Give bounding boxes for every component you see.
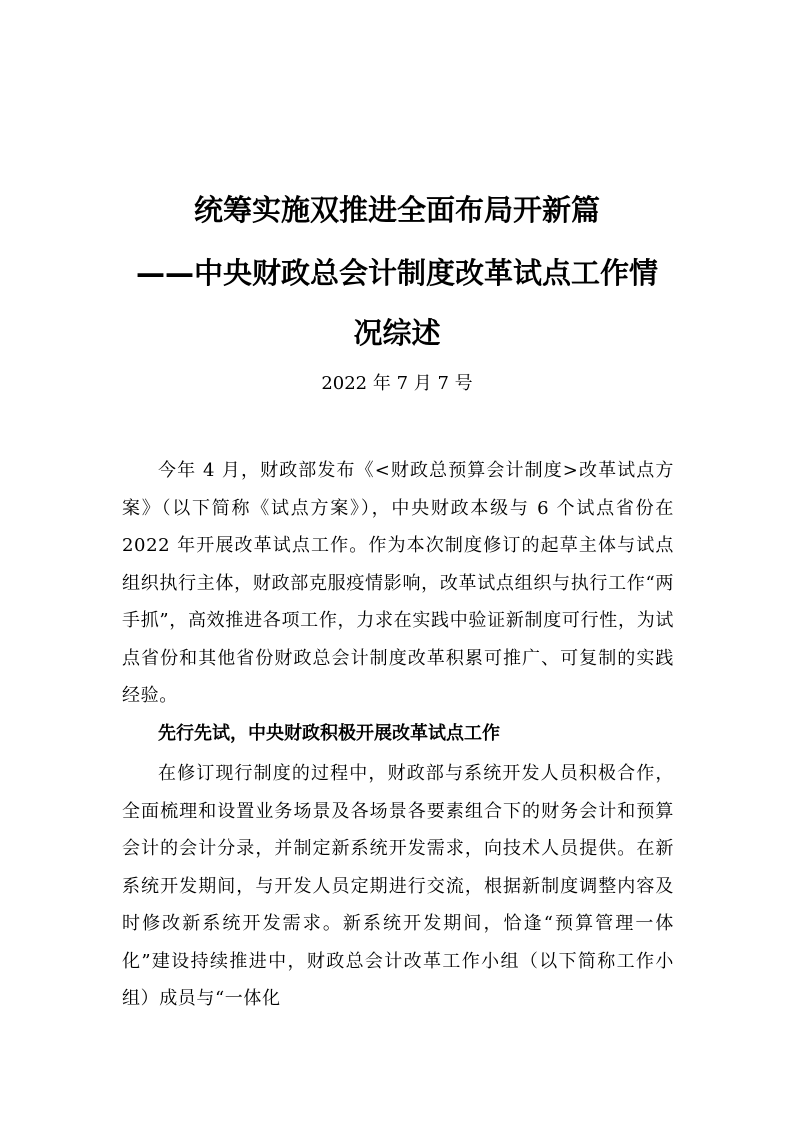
paragraph-section: 在修订现行制度的过程中，财政部与系统开发人员积极合作，全面梳理和设置业务场景及各场景各要素组合下的财务会计和预算会计的会计分录，并制定新系统开发需求，向技术人员提供。在新系统开发期间，与开发人员定期进行交流，根据新制度调整内容及时修改新系统开发需求。新系统开发期间，恰逢“预算管理一体化”建设持续推进中，财政总会计改革工作小组（以下简称工作小组）成员与“一体化 bbox=[122, 763, 674, 1009]
section-heading: 先行先试，中央财政积极开展改革试点工作 bbox=[158, 723, 500, 744]
paragraph-intro: 今年 4 月，财政部发布《<财政总预算会计制度>改革试点方案》（以下简称《试点方案》），中央财政本级与 6 个试点省份在 2022 年开展改革试点工作。作为本次制度修订的起草主体与试点组织执行主体，财政部克服疫情影响，改革试点组织与执行工作“两手抓”，高效推进各项工作，力求在实践中验证新制度可行性，为试点省份和其他省份财政总会计制度改革积累可推广、可复制的实践经验。 bbox=[122, 460, 674, 706]
title-line-1: 统筹实施双推进全面布局开新篇 bbox=[193, 193, 600, 227]
document-date: 2022 年 7 月 7 号 bbox=[321, 373, 473, 394]
title-line-3: 况综述 bbox=[353, 316, 441, 350]
title-line-2: ——中央财政总会计制度改革试点工作情 bbox=[135, 256, 658, 290]
